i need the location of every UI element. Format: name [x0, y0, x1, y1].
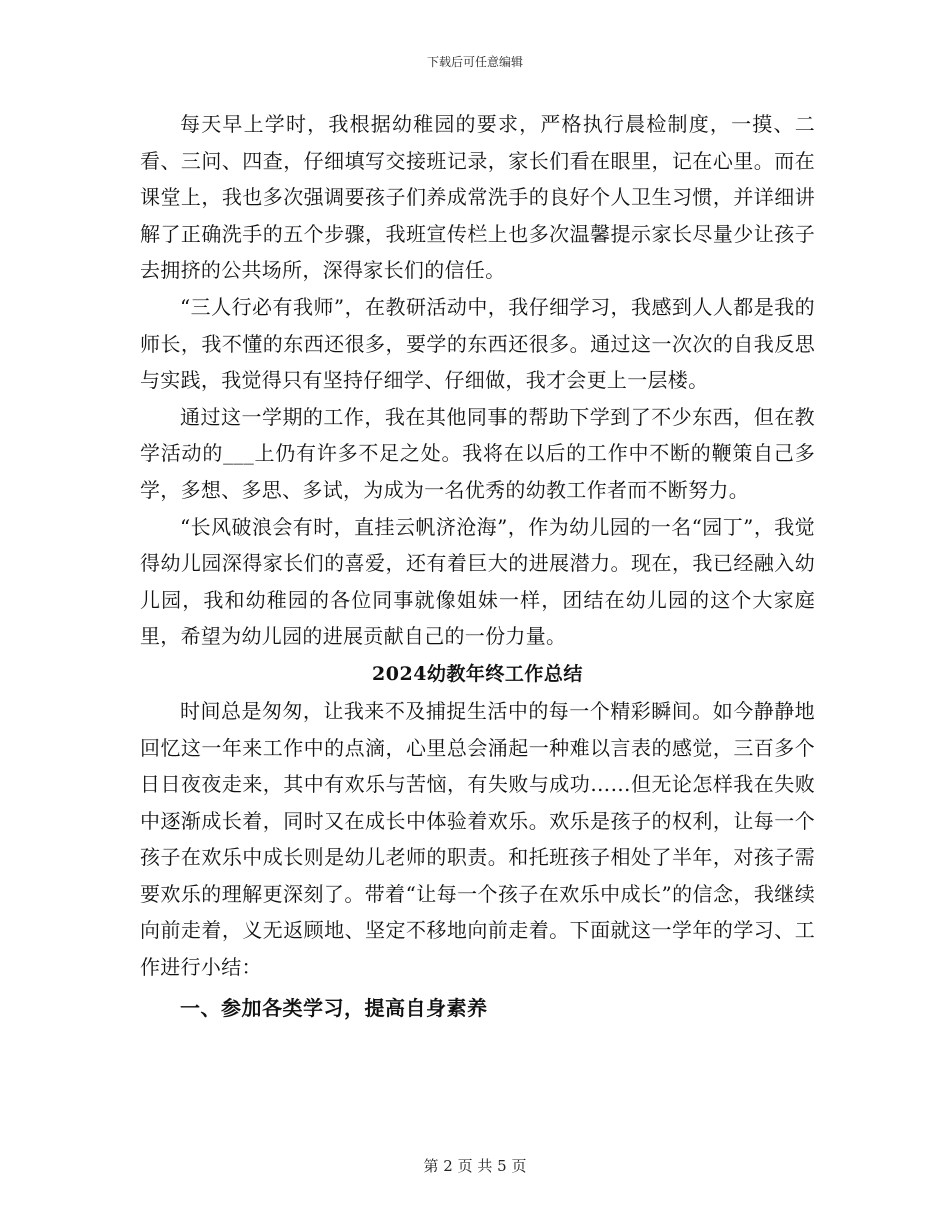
section-heading: 一、参加各类学习，提高自身素养: [180, 995, 488, 1020]
paragraph-morning-check: 每天早上学时，我根据幼稚园的要求，严格执行晨检制度，一摸、二看、三问、四查，仔细填写交接班记录，家长们看在眼里，记在心里。而在课堂上，我也多次强调要孩子们养成常洗手的良好个人卫生习惯，并详细讲解了正确洗手的五个步骤，我班宣传栏上也多次温馨提示家长尽量少让孩子去拥挤的公共场所，深得家长们的信任。: [140, 112, 815, 283]
page-footer: 第 2 页 共 5 页: [423, 1157, 527, 1175]
document-body: [140, 106, 815, 1026]
page-header: 下载后可任意编辑: [426, 55, 523, 69]
document-title: 2024幼教年终工作总结: [372, 662, 583, 685]
paragraph-semester-reflection: 通过这一学期的工作，我在其他同事的帮助下学到了不少东西，但在教学活动的___上仍有许多不足之处。我将在以后的工作中不断的鞭策自己多学，多想、多思、多试，为成为一名优秀的幼教工作者而不断努力。: [140, 404, 815, 502]
paragraph-teaching-research: “三人行必有我师”，在教研活动中，我仔细学习，我感到人人都是我的师长，我不懂的东西还很多，要学的东西还很多。通过这一次次的自我反思与实践，我觉得只有坚持仔细学、仔细做，我才会更上一层楼。: [140, 294, 815, 393]
paragraph-intro: 时间总是匆匆，让我来不及捕捉生活中的每一个精彩瞬间。如今静静地回忆这一年来工作中的点滴，心里总会涌起一种难以言表的感觉，三百多个日日夜夜走来，其中有欢乐与苦恼，有失败与成功……但无论怎样我在失败中逐渐成长着，同时又在成长中体验着欢乐。欢乐是孩子的权利，让每一个孩子在欢乐中成长则是幼儿老师的职责。和托班孩子相处了半年，对孩子需要欢乐的理解更深刻了。带着“让每一个孩子在欢乐中成长”的信念，我继续向前走着，义无返顾地、坚定不移地向前走着。下面就这一学年的学习、工作进行小结：: [140, 698, 815, 980]
paragraph-closing: “长风破浪会有时，直挂云帆济沧海”，作为幼儿园的一名“园丁”，我觉得幼儿园深得家长们的喜爱，还有着巨大的进展潜力。现在，我已经融入幼儿园，我和幼稚园的各位同事就像姐妹一样，团结在幼儿园的这个大家庭里，希望为幼儿园的进展贡献自己的一份力量。: [140, 514, 815, 649]
